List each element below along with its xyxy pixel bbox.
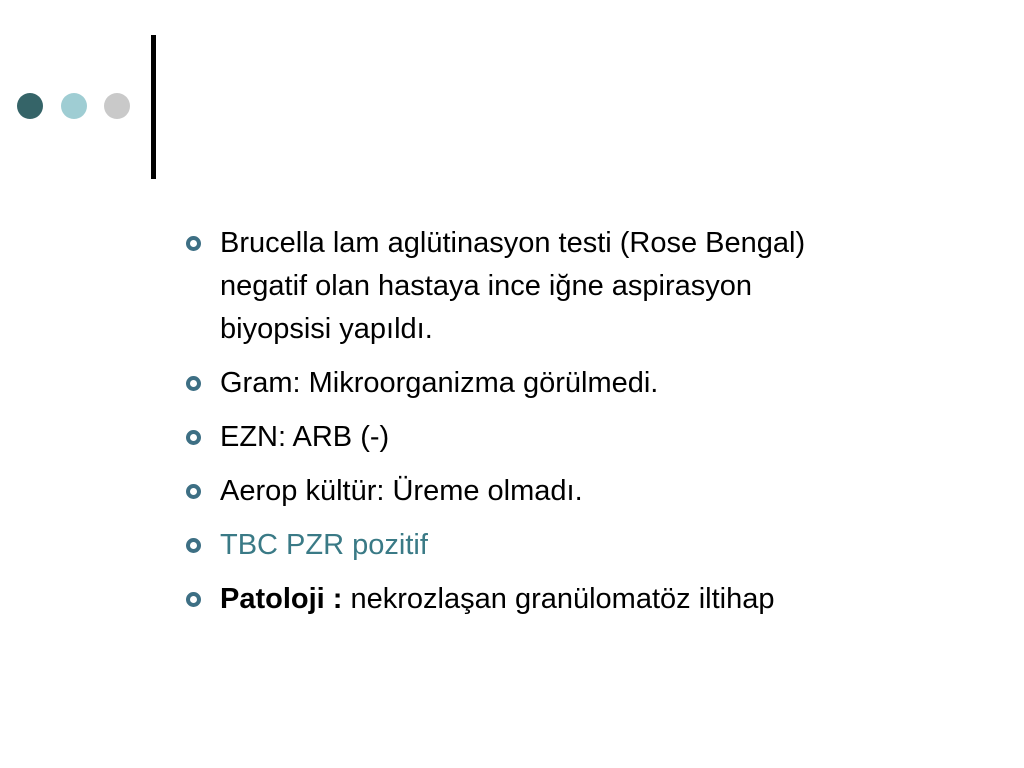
list-item-text: Aerop kültür: Üreme olmadı. — [220, 475, 583, 507]
decorative-dot-gray — [104, 93, 130, 119]
list-item — [186, 578, 1006, 621]
bullet-ring-icon — [186, 538, 201, 553]
list-item-text: nekrozlaşan granülomatöz iltihap — [342, 583, 775, 615]
bullet-ring-icon — [186, 592, 201, 607]
bullet-ring-icon — [186, 376, 201, 391]
decorative-dot-light — [61, 93, 87, 119]
list-item — [186, 470, 1006, 513]
list-item-text: Gram: Mikroorganizma görülmedi. — [220, 367, 659, 399]
list-item — [186, 524, 1006, 567]
list-item-text: EZN: ARB (-) — [220, 421, 390, 453]
decorative-dot-dark — [17, 93, 43, 119]
list-item-text: Brucella lam aglütinasyon testi (Rose Bengal) negatif olan hastaya ince iğne aspirasyon biyopsisi yapıldı. — [220, 227, 806, 345]
list-item-bold-label: Patoloji : — [220, 583, 343, 615]
list-item — [186, 222, 1006, 351]
bullet-ring-icon — [186, 484, 201, 499]
list-item-text-highlighted: TBC PZR pozitif — [220, 529, 428, 561]
list-item — [186, 416, 1006, 459]
bullet-ring-icon — [186, 430, 201, 445]
bullet-ring-icon — [186, 236, 201, 251]
list-item — [186, 362, 1006, 405]
bullet-list — [186, 222, 1006, 632]
vertical-divider — [151, 35, 156, 179]
